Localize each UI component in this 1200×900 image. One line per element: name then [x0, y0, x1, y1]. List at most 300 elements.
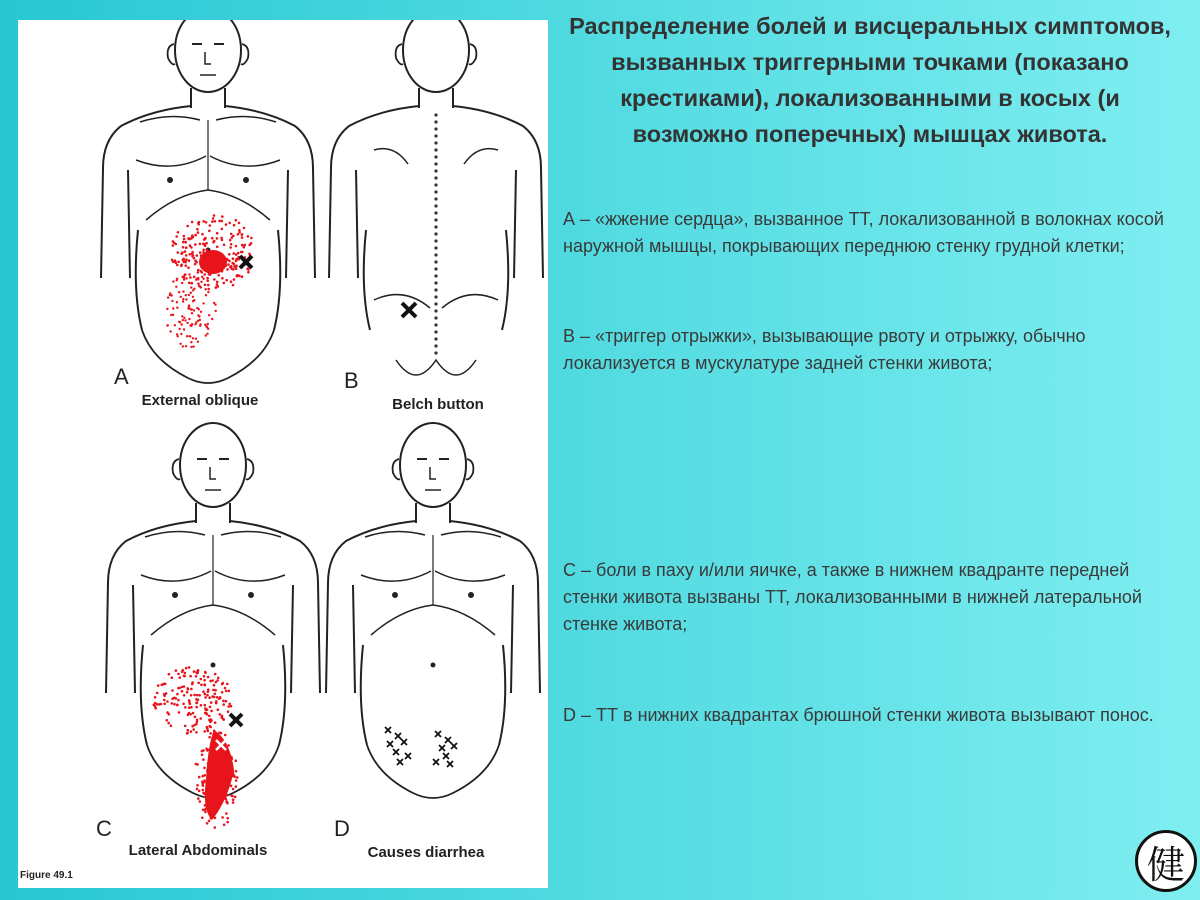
- pain-dot: [209, 732, 212, 735]
- pain-dot: [204, 671, 207, 674]
- trigger-point-marker: [385, 727, 391, 733]
- pain-dot: [177, 261, 180, 264]
- pain-dot: [215, 310, 217, 312]
- pain-dot: [227, 710, 230, 713]
- pain-dot: [177, 231, 180, 234]
- pain-dot: [206, 822, 209, 825]
- pain-dot: [178, 711, 181, 714]
- pain-dot: [192, 289, 194, 291]
- pain-dot: [227, 744, 230, 747]
- pain-dot: [244, 244, 247, 247]
- pain-dot: [228, 690, 231, 693]
- pain-dot: [184, 250, 187, 253]
- trigger-point-marker: [230, 714, 242, 726]
- pain-dot: [233, 278, 236, 281]
- pain-dot: [216, 283, 219, 286]
- pain-dot: [235, 245, 238, 248]
- pain-dot: [203, 273, 206, 276]
- pain-dot: [179, 676, 182, 679]
- pain-dot: [195, 706, 198, 709]
- pain-dot: [171, 702, 174, 705]
- pain-dot: [205, 242, 208, 245]
- pain-dot: [207, 748, 210, 751]
- pain-dot: [191, 312, 193, 314]
- pain-dot: [217, 677, 220, 680]
- pain-dot: [188, 273, 190, 275]
- pain-dot: [247, 235, 250, 238]
- pain-dot: [194, 243, 197, 246]
- pain-dot: [183, 694, 186, 697]
- pain-dot: [225, 812, 228, 815]
- pain-dot: [223, 244, 226, 247]
- pain-dot: [206, 728, 209, 731]
- pain-dot: [207, 323, 209, 325]
- pain-dot: [196, 307, 198, 309]
- pain-dot: [209, 726, 212, 729]
- pain-dot: [195, 723, 198, 726]
- spine-dot: [434, 190, 437, 193]
- pain-dot: [211, 695, 214, 698]
- spine-dot: [434, 225, 437, 228]
- trigger-point-marker: [393, 749, 399, 755]
- pain-dot: [222, 700, 225, 703]
- spine-dot: [434, 204, 437, 207]
- pain-area-a: [166, 214, 253, 348]
- pain-dot: [182, 290, 184, 292]
- pain-dot: [174, 259, 177, 262]
- pain-dot: [188, 282, 191, 285]
- pain-dot: [241, 244, 244, 247]
- pain-dot: [154, 696, 157, 699]
- pain-dot: [224, 687, 227, 690]
- pain-dot: [171, 294, 173, 296]
- pain-dot: [213, 214, 216, 217]
- pain-dot: [216, 679, 219, 682]
- pain-dot: [233, 224, 236, 227]
- spine-dot: [434, 246, 437, 249]
- pain-dot: [182, 319, 184, 321]
- pain-dot: [185, 277, 187, 279]
- trigger-point-marker: [433, 759, 439, 765]
- pain-dot: [225, 690, 228, 693]
- trigger-point-marker: [397, 759, 403, 765]
- pain-dot: [172, 244, 175, 247]
- pain-dot: [167, 722, 170, 725]
- pain-dot: [192, 337, 194, 339]
- pain-dot: [175, 235, 178, 238]
- pain-dot: [180, 333, 182, 335]
- pain-dot: [214, 721, 217, 724]
- pain-dot: [190, 346, 192, 348]
- spine-dot: [434, 274, 437, 277]
- page-title: Распределение болей и висцеральных симптомов, вызванных триггерными точками (показано крестиками), локализованными в косых (и возможно поперечных) мышцах живота.: [569, 13, 1171, 147]
- spine-dot: [434, 337, 437, 340]
- pain-dot: [235, 265, 238, 268]
- pain-dot: [228, 260, 231, 263]
- pain-dot: [170, 314, 172, 316]
- pain-dot: [229, 246, 232, 249]
- pain-dot: [204, 712, 207, 715]
- pain-dot: [184, 725, 187, 728]
- pain-dot: [160, 703, 163, 706]
- pain-dot: [207, 676, 210, 679]
- pain-dot: [197, 282, 200, 285]
- pain-dot: [211, 237, 214, 240]
- pain-dot: [202, 220, 205, 223]
- pain-dot: [181, 315, 183, 317]
- pain-dot: [232, 801, 235, 804]
- pain-dot: [202, 749, 205, 752]
- pain-dot: [238, 231, 241, 234]
- pain-dot: [214, 673, 217, 676]
- pain-dot: [197, 231, 200, 234]
- panel-letter-b: B: [344, 368, 359, 393]
- pain-dot: [197, 222, 200, 225]
- pain-dot: [182, 246, 185, 249]
- pain-dot: [182, 241, 185, 244]
- pain-dot: [214, 826, 217, 829]
- pain-dot: [207, 328, 209, 330]
- pain-dot: [185, 254, 188, 257]
- trigger-point-marker: [445, 737, 451, 743]
- pain-dot: [171, 697, 174, 700]
- pain-dot: [214, 689, 217, 692]
- pain-dot: [210, 710, 213, 713]
- panel-a-figure: [101, 20, 315, 383]
- pain-dot: [179, 343, 181, 345]
- pain-dot: [235, 759, 238, 762]
- pain-dot: [202, 249, 205, 252]
- pain-dot: [216, 281, 219, 284]
- pain-dot: [179, 328, 181, 330]
- pain-dot: [214, 693, 217, 696]
- trigger-points-d: [385, 727, 457, 767]
- pain-dot: [163, 695, 166, 698]
- pain-dot: [220, 237, 223, 240]
- pain-dot: [230, 243, 233, 246]
- spine-dot: [434, 351, 437, 354]
- pain-dot: [243, 246, 246, 249]
- pain-dot: [191, 683, 194, 686]
- pain-dot: [197, 320, 199, 322]
- pain-dot: [189, 713, 192, 716]
- pain-dot: [199, 717, 202, 720]
- pain-dot: [191, 323, 193, 325]
- pain-dot: [212, 217, 215, 220]
- pain-dot: [203, 675, 206, 678]
- pain-dot: [197, 669, 200, 672]
- pain-dot: [209, 224, 212, 227]
- pain-dot: [205, 221, 208, 224]
- pain-dot: [191, 282, 194, 285]
- pain-dot: [185, 246, 188, 249]
- pain-dot: [191, 725, 194, 728]
- pain-dot: [190, 706, 193, 709]
- pain-dot: [205, 288, 207, 290]
- pain-dot: [188, 706, 191, 709]
- pain-dot: [204, 284, 207, 287]
- pain-dot: [197, 341, 199, 343]
- pain-dot: [187, 688, 190, 691]
- pain-dot: [190, 341, 192, 343]
- pain-dot: [208, 230, 211, 233]
- pain-dot: [208, 696, 211, 699]
- pain-dot: [187, 714, 190, 717]
- pain-dot: [192, 296, 194, 298]
- pain-dot: [221, 277, 224, 280]
- trigger-point-marker: [405, 753, 411, 759]
- spine-dot: [434, 127, 437, 130]
- trigger-point-marker: [401, 739, 407, 745]
- pain-dot: [247, 267, 250, 270]
- pain-dot: [225, 223, 228, 226]
- pain-dot: [199, 323, 201, 325]
- pain-dot: [198, 776, 201, 779]
- pain-dot: [202, 758, 205, 761]
- spine-dot: [434, 253, 437, 256]
- pain-dot: [183, 274, 185, 276]
- panel-b-figure: [329, 20, 543, 375]
- pain-dot: [232, 257, 235, 260]
- pain-dot: [216, 232, 219, 235]
- pain-dot: [188, 294, 190, 296]
- pain-dot: [167, 296, 169, 298]
- pain-dot: [195, 338, 197, 340]
- pain-dot: [202, 690, 205, 693]
- pain-dot: [226, 683, 229, 686]
- pain-dot: [206, 279, 209, 282]
- pain-dot: [163, 699, 166, 702]
- trigger-point-marker: [395, 733, 401, 739]
- pain-dot: [196, 694, 199, 697]
- pain-dot: [215, 701, 218, 704]
- pain-dot: [241, 236, 244, 239]
- pain-dot: [182, 300, 184, 302]
- pain-dot: [240, 251, 243, 254]
- pain-dot: [208, 736, 211, 739]
- pain-dot: [207, 284, 210, 287]
- pain-dot: [213, 684, 216, 687]
- spine-dot: [434, 211, 437, 214]
- pain-dot: [188, 666, 191, 669]
- pain-dot: [168, 713, 171, 716]
- pain-dot: [187, 729, 190, 732]
- pain-dot: [190, 246, 193, 249]
- pain-dot: [203, 679, 206, 682]
- pain-dot: [200, 311, 202, 313]
- pain-dot: [209, 706, 212, 709]
- spine-dot: [434, 239, 437, 242]
- description-d: D – ТТ в нижних квадрантах брюшной стенки живота вызывают понос.: [563, 705, 1154, 725]
- pain-dot: [230, 233, 233, 236]
- pain-dot: [211, 220, 214, 223]
- pain-dot: [211, 318, 213, 320]
- pain-dot: [206, 694, 209, 697]
- pain-dot: [199, 286, 202, 289]
- pain-dot: [172, 280, 174, 282]
- pain-dot: [226, 821, 229, 824]
- pain-dot: [206, 333, 208, 335]
- pain-dot: [193, 309, 195, 311]
- pain-dot: [222, 703, 225, 706]
- spine-dot: [434, 288, 437, 291]
- pain-dot: [180, 265, 183, 268]
- pain-dot: [226, 801, 229, 804]
- pain-dot: [213, 240, 216, 243]
- pain-dot: [190, 286, 192, 288]
- pain-dot: [183, 261, 186, 264]
- pain-dot: [185, 345, 187, 347]
- pain-dot: [197, 682, 200, 685]
- pain-dot: [228, 222, 231, 225]
- pain-dot: [204, 237, 207, 240]
- pain-dot: [200, 270, 203, 273]
- pain-dot: [181, 282, 183, 284]
- spine-dot: [434, 120, 437, 123]
- pain-dot: [226, 817, 229, 820]
- pain-dot: [206, 277, 209, 280]
- pain-dot: [191, 234, 194, 237]
- pain-dot: [186, 691, 189, 694]
- pain-dot: [178, 291, 180, 293]
- pain-dot: [190, 688, 193, 691]
- pain-dot: [176, 301, 178, 303]
- pain-dot: [180, 296, 182, 298]
- pain-dot: [231, 236, 234, 239]
- pain-dot: [194, 323, 196, 325]
- pain-dot: [221, 691, 224, 694]
- pain-dot: [193, 694, 196, 697]
- pain-dot: [209, 721, 212, 724]
- pain-dot: [181, 686, 184, 689]
- pain-dot: [223, 282, 226, 285]
- pain-dot: [212, 689, 215, 692]
- trigger-point-marker: [439, 745, 445, 751]
- pain-dot: [208, 715, 211, 718]
- spine-dot: [434, 302, 437, 305]
- pain-dot: [195, 671, 198, 674]
- pain-dot: [186, 335, 188, 337]
- spine-dots-b: [434, 113, 437, 354]
- pain-dot: [198, 790, 201, 793]
- panel-letter-d: D: [334, 816, 350, 841]
- description-b: В – «триггер отрыжки», вызывающие рвоту и отрыжку, обычно локализуется в мускулатуре задней стенки живота;: [563, 326, 1086, 373]
- pain-dot: [200, 704, 203, 707]
- pain-dot: [236, 274, 239, 277]
- pain-dot: [207, 291, 209, 293]
- pain-dot: [189, 675, 192, 678]
- pain-dot: [185, 298, 187, 300]
- spine-dot: [434, 141, 437, 144]
- pain-dot: [199, 800, 202, 803]
- pain-dot: [175, 669, 178, 672]
- pain-dot: [191, 221, 194, 224]
- pain-dot: [196, 788, 199, 791]
- pain-dot: [232, 798, 235, 801]
- pain-dot: [210, 718, 213, 721]
- pain-dot: [231, 795, 234, 798]
- pain-dot: [201, 817, 204, 820]
- pain-dot: [193, 276, 196, 279]
- pain-dot: [227, 705, 230, 708]
- pain-dot: [188, 304, 190, 306]
- pain-dot: [230, 705, 233, 708]
- pain-dot: [200, 281, 202, 283]
- pain-dot: [175, 697, 178, 700]
- pain-dot: [176, 307, 178, 309]
- pain-dot: [168, 673, 171, 676]
- pain-dot: [188, 318, 190, 320]
- trigger-point-marker: [451, 743, 457, 749]
- pain-dot: [196, 784, 199, 787]
- pain-dot: [235, 253, 238, 256]
- pain-dot: [221, 683, 224, 686]
- pain-dot: [216, 696, 219, 699]
- pain-dot: [209, 680, 212, 683]
- pain-dot: [204, 244, 207, 247]
- pain-dot: [213, 278, 216, 281]
- pain-dot: [235, 219, 238, 222]
- pain-dot: [172, 307, 174, 309]
- pain-dot: [173, 703, 176, 706]
- pain-dot: [222, 718, 225, 721]
- spine-dot: [434, 281, 437, 284]
- pain-dot: [208, 820, 211, 823]
- pain-dot: [204, 696, 207, 699]
- pain-dot: [188, 259, 191, 262]
- spine-dot: [434, 295, 437, 298]
- pain-dot: [195, 675, 198, 678]
- pain-dot: [199, 251, 202, 254]
- pain-dot: [197, 698, 200, 701]
- pain-dot: [216, 246, 219, 249]
- spine-dot: [434, 148, 437, 151]
- pain-dot: [184, 706, 187, 709]
- pain-dot: [203, 781, 206, 784]
- pain-dot: [186, 322, 188, 324]
- spine-dot: [434, 197, 437, 200]
- pain-dot: [171, 689, 174, 692]
- pain-dot: [182, 345, 184, 347]
- panel-caption-d: Causes diarrhea: [367, 844, 485, 861]
- pain-dot: [188, 699, 191, 702]
- pain-dot: [194, 234, 197, 237]
- pain-dot: [238, 222, 241, 225]
- pain-dot: [154, 702, 157, 705]
- pain-dot: [183, 278, 185, 280]
- description-a: А – «жжение сердца», вызванное ТТ, локализованной в волокнах косой наружной мышцы, покрывающих переднюю стенку грудной клетки;: [563, 209, 1164, 256]
- pain-dot: [163, 703, 166, 706]
- pain-dot: [186, 732, 189, 735]
- pain-dot: [181, 690, 184, 693]
- pain-dot: [217, 274, 220, 277]
- pain-dot: [197, 797, 200, 800]
- pain-dot: [221, 715, 224, 718]
- pain-dot: [191, 308, 193, 310]
- pain-dot: [171, 300, 173, 302]
- spine-dot: [434, 113, 437, 116]
- spine-dot: [434, 155, 437, 158]
- pain-dot: [226, 268, 229, 271]
- trigger-point-marker: [402, 303, 416, 317]
- trigger-point-marker: [387, 741, 393, 747]
- pain-dot: [189, 276, 192, 279]
- pain-dot: [228, 253, 231, 256]
- pain-dot: [223, 823, 226, 826]
- pain-dot: [196, 701, 199, 704]
- pain-dot: [207, 288, 210, 291]
- spine-dot: [434, 169, 437, 172]
